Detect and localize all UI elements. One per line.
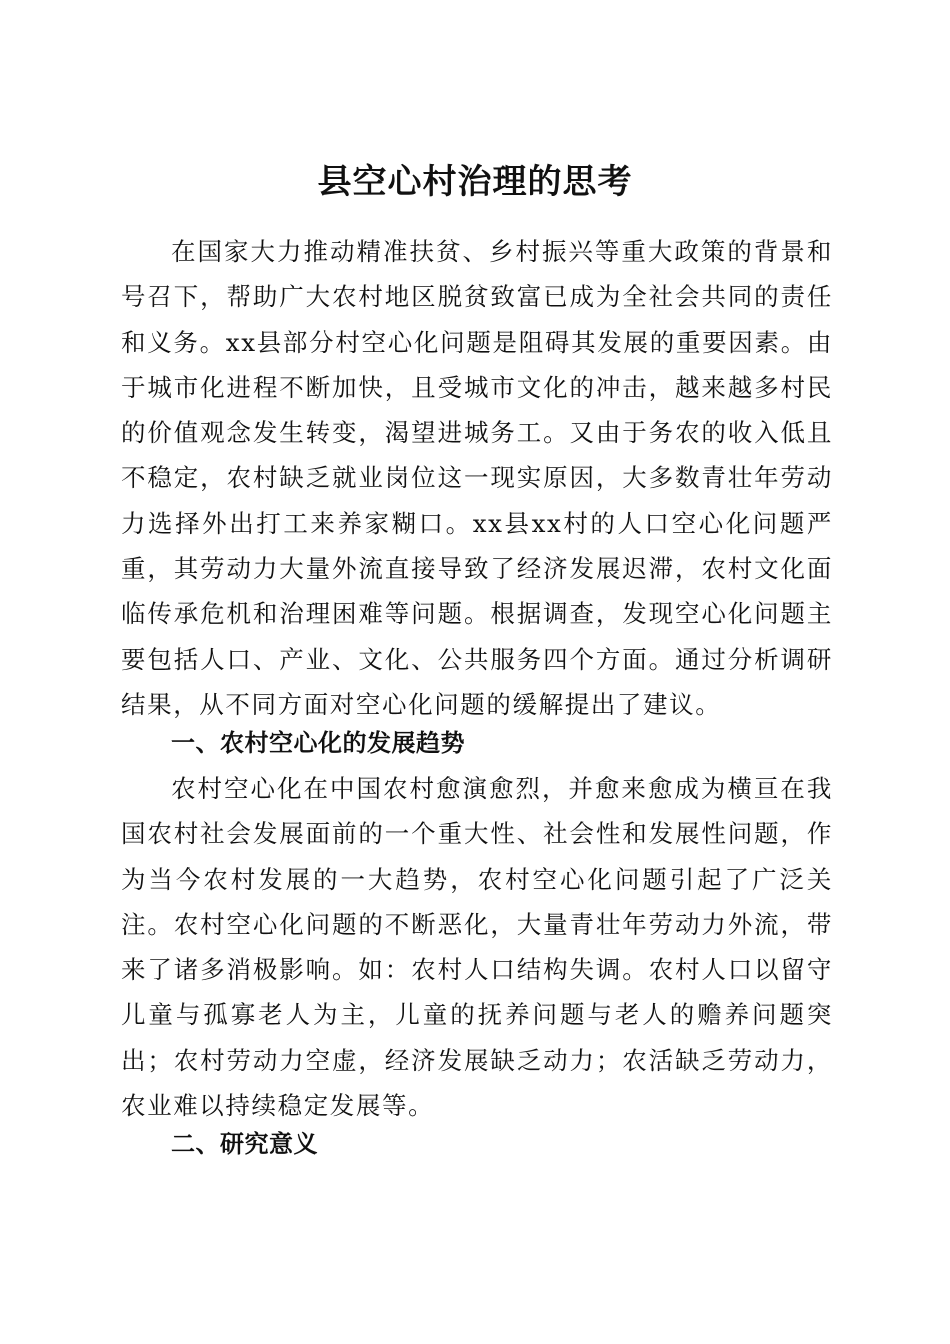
- trend-paragraph: 农村空心化在中国农村愈演愈烈，并愈来愈成为横亘在我国农村社会发展面前的一个重大性、社会性和发展性问题，作为当今农村发展的一大趋势，农村空心化问题引起了广泛关注。农村空心化问题的不断恶化，大量青壮年劳动力外流，带来了诸多消极影响。如：农村人口结构失调。农村人口以留守儿童与孤寡老人为主，儿童的抚养问题与老人的赡养问题突出；农村劳动力空虚，经济发展缺乏动力；农活缺乏劳动力，农业难以持续稳定发展等。: [121, 774, 833, 1121]
- document-title: 县空心村治理的思考: [317, 161, 633, 202]
- intro-paragraph: 在国家大力推动精准扶贫、乡村振兴等重大政策的背景和号召下，帮助广大农村地区脱贫致富已成为全社会共同的责任和义务。xx县部分村空心化问题是阻碍其发展的重要因素。由于城市化进程不断加快，且受城市文化的冲击，越来越多村民的价值观念发生转变，渴望进城务工。又由于务农的收入低且不稳定，农村缺乏就业岗位这一现实原因，大多数青壮年劳动力选择外出打工来养家糊口。xx县xx村的人口空心化问题严重，其劳动力大量外流直接导致了经济发展迟滞，农村文化面临传承危机和治理困难等问题。根据调查，发现空心化问题主要包括人口、产业、文化、公共服务四个方面。通过分析调研结果，从不同方面对空心化问题的缓解提出了建议。: [121, 237, 833, 719]
- section-heading-significance: 二、研究意义: [171, 1130, 318, 1158]
- section-heading-trend: 一、农村空心化的发展趋势: [171, 729, 465, 757]
